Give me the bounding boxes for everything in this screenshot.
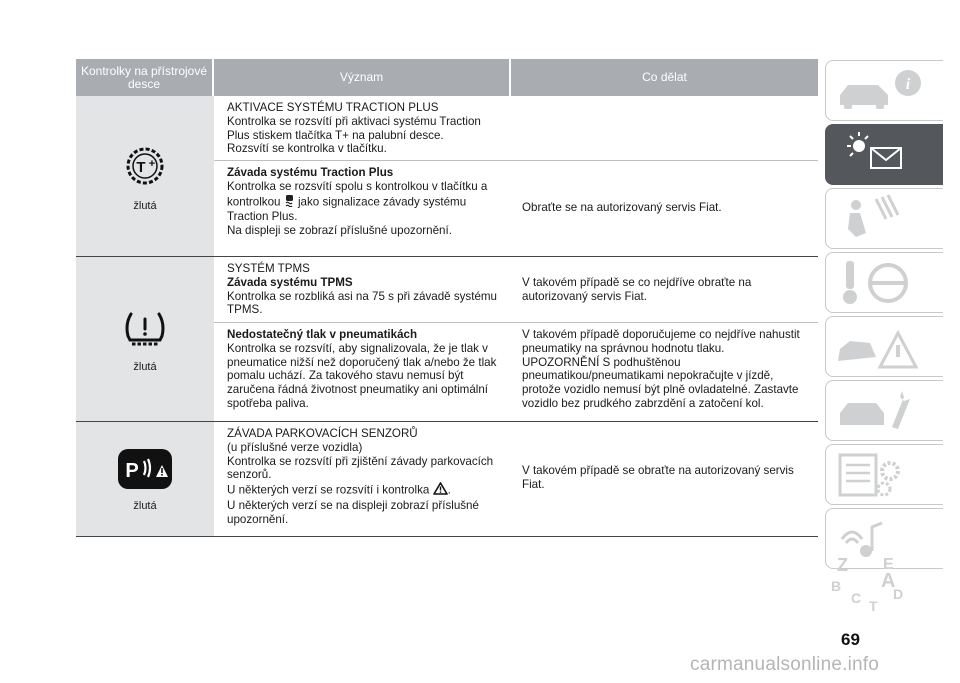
side-tab-safety[interactable] <box>825 188 943 249</box>
icon-cell <box>76 257 214 421</box>
svg-text:A: A <box>881 570 896 592</box>
meaning-cell <box>214 257 510 322</box>
meaning-text: Kontrolka se rozsvítí při aktivaci systému Traction Plus stiskem tlačítka T+ na palubní desce. <box>227 114 481 142</box>
svg-text:E: E <box>883 556 894 573</box>
meaning-cell <box>214 422 510 535</box>
watermark: carmanualsonline.info <box>690 654 880 675</box>
side-tab-index[interactable] <box>825 553 943 613</box>
icon-cell <box>76 422 214 536</box>
action-cell: V takovém případě se obraťte na autorizovaný servis Fiat. <box>522 464 794 491</box>
icon-cell <box>76 96 214 256</box>
page-number: 69 <box>841 630 860 649</box>
svg-text:+: + <box>148 157 156 170</box>
color-label: žlutá <box>133 360 157 373</box>
meaning-text: U některých verzí se na displeji zobrazí příslušné upozornění. <box>227 498 479 526</box>
meaning-text: U některých verzí se rozsvítí i kontrolka . <box>227 482 502 499</box>
car-skid-icon <box>284 194 295 211</box>
warning-text: UPOZORNĚNÍ S podhuštěnou pneumatikou/pneumatikami nepokračujte v jízdě, protože vozidlo nemusí být plně ovladatelné. Zastavte vozidlo bez prudkého zabrzdění a zatočení kol. <box>522 355 799 410</box>
side-tab-emergency[interactable] <box>825 316 943 377</box>
action-cell: V takovém případě se co nejdříve obraťte na autorizovaný servis Fiat. <box>522 276 752 303</box>
color-label: žlutá <box>133 499 157 512</box>
side-tab-car-info[interactable] <box>825 60 943 121</box>
meaning-text: Rozsvítí se kontrolka v tlačítku. <box>227 142 387 156</box>
meaning-cell <box>214 161 510 256</box>
meaning-text: (u příslušné verze vozidla) <box>227 440 363 454</box>
tpms-icon <box>120 306 170 357</box>
section-heading: Závada systému Traction Plus <box>227 166 394 179</box>
side-tab-maintenance[interactable] <box>825 380 943 441</box>
parking-sensor-icon <box>116 447 174 496</box>
svg-text:C: C <box>851 590 862 606</box>
meaning-text: Kontrolka se rozbliká asi na 75 s při závadě systému TPMS. <box>227 289 498 317</box>
table-row <box>76 96 818 257</box>
section-heading: Nedostatečný tlak v pneumatikách <box>227 328 418 341</box>
traction-plus-icon <box>115 141 175 196</box>
section-heading: ZÁVADA PARKOVACÍCH SENZORŮ <box>227 427 418 440</box>
header-what-to-do: Co dělat <box>511 59 818 96</box>
svg-text:B: B <box>831 578 842 594</box>
svg-text:T: T <box>136 158 146 176</box>
svg-text:T: T <box>869 598 878 613</box>
table-row <box>76 257 818 422</box>
table-header <box>76 59 818 96</box>
header-meaning: Význam <box>214 59 509 96</box>
section-heading: SYSTÉM TPMS <box>227 262 310 275</box>
svg-text:P: P <box>125 459 139 482</box>
side-tab-starting[interactable] <box>825 252 943 313</box>
color-label: žlutá <box>133 199 157 212</box>
meaning-cell <box>214 96 510 160</box>
side-tab-specs[interactable] <box>825 444 943 505</box>
warning-triangle-icon <box>433 482 448 499</box>
svg-text:D: D <box>893 586 904 602</box>
meaning-text: Kontrolka se rozsvítí, aby signalizovala, že je tlak v pneumatice nižší než doporučený tlak a/nebo že tlak pomalu uchází. Za takového stavu nemusí být zaručena řádná životnost pneumatiky ani optimální spotřeba paliva. <box>227 341 497 410</box>
svg-text:Z: Z <box>837 555 848 575</box>
action-cell: V takovém případě doporučujeme co nejdříve nahustit pneumatiky na správnou hodnotu tlaku. UPOZORNĚNÍ S podhuštěnou pneumatikou/pneumatikami nepokračujte v jízdě, protože vozidlo nemusí být plně ovladatelné. Zastavte vozidlo bez prudkého zabrzdění a zatočení kol. <box>510 323 818 421</box>
action-cell <box>510 96 818 160</box>
header-instrument-lights: Kontrolky na přístrojové desce <box>76 59 212 96</box>
svg-text:i: i <box>905 76 911 93</box>
meaning-text: Kontrolka se rozsvítí při zjištění závady parkovacích senzorů. <box>227 454 494 482</box>
table-row <box>76 422 818 537</box>
meaning-text: Kontrolka se rozsvítí spolu s kontrolkou v tlačítku a kontrolkou jako signalizace závady systému Traction Plus. <box>227 179 488 224</box>
section-heading: AKTIVACE SYSTÉMU TRACTION PLUS <box>227 101 439 114</box>
meaning-text: Na displeji se zobrazí příslušné upozornění. <box>227 224 452 238</box>
side-tab-warning-lights[interactable] <box>825 124 943 185</box>
warning-lights-table <box>76 59 818 537</box>
meaning-cell <box>214 323 510 421</box>
section-subheading: Závada systému TPMS <box>227 275 353 289</box>
action-cell: Obraťte se na autorizovaný servis Fiat. <box>522 201 722 215</box>
